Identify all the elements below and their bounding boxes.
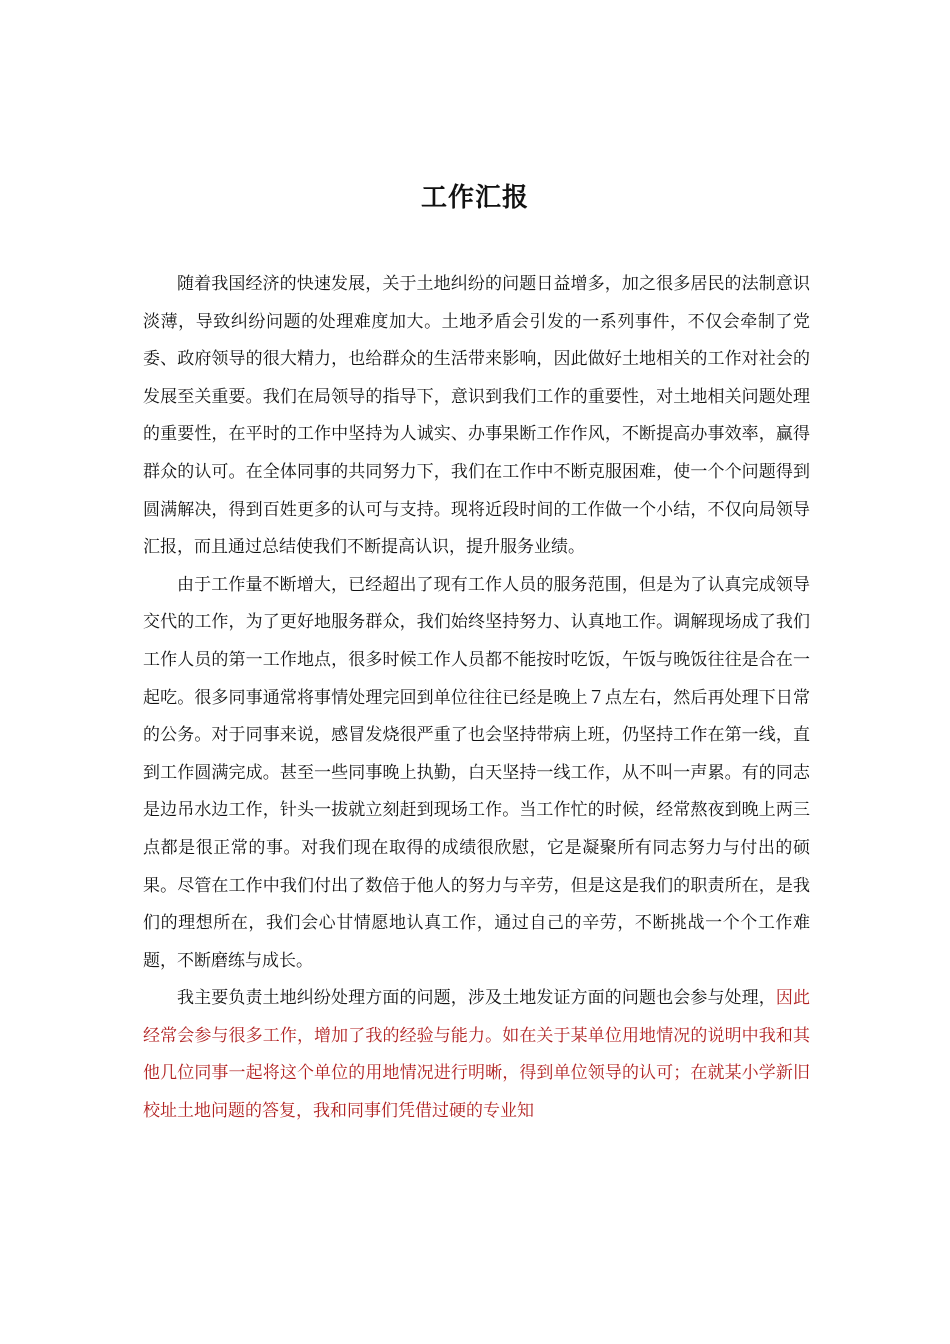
- paragraph-3-highlighted-text: 因此经常会参与很多工作，增加了我的经验与能力。如在关于某单位用地情况的说明中我和其他几位同事一起将这个单位的用地情况进行明晰，得到单位领导的认可；在就某小学新旧校址土地问题的答复，我和同事们凭借过硬的专业知: [143, 988, 811, 1122]
- paragraph-3-text: 我主要负责土地纠纷处理方面的问题，涉及土地发证方面的问题也会参与处理，: [177, 988, 776, 1009]
- document-body: [143, 266, 810, 1131]
- document-title: 工作汇报: [420, 183, 529, 213]
- paragraph-2: 由于工作量不断增大，已经超出了现有工作人员的服务范围，但是为了认真完成领导交代的工作，为了更好地服务群众，我们始终坚持努力、认真地工作。调解现场成了我们工作人员的第一工作地点，很多时候工作人员都不能按时吃饭，午饭与晚饭往往是合在一起吃。很多同事通常将事情处理完回到单位往往已经是晚上７点左右，然后再处理下日常的公务。对于同事来说，感冒发烧很严重了也会坚持带病上班，仍坚持工作在第一线，直到工作圆满完成。甚至一些同事晚上执勤，白天坚持一线工作，从不叫一声累。有的同志是边吊水边工作，针头一拔就立刻赶到现场工作。当工作忙的时候，经常熬夜到晚上两三点都是很正常的事。对我们现在取得的成绩很欣慰，它是凝聚所有同志努力与付出的硕果。尽管在工作中我们付出了数倍于他人的努力与辛劳，但是这是我们的职责所在，是我们的理想所在，我们会心甘情愿地认真工作，通过自己的辛劳，不断挑战一个个工作难题，不断磨练与成长。: [143, 574, 810, 971]
- paragraph-1: 随着我国经济的快速发展，关于土地纠纷的问题日益增多，加之很多居民的法制意识淡薄，导致纠纷问题的处理难度加大。土地矛盾会引发的一系列事件，不仅会牵制了党委、政府领导的很大精力，也给群众的生活带来影响，因此做好土地相关的工作对社会的发展至关重要。我们在局领导的指导下，意识到我们工作的重要性，对土地相关问题处理的重要性，在平时的工作中坚持为人诚实、办事果断工作作风，不断提高办事效率，赢得群众的认可。在全体同事的共同努力下，我们在工作中不断克服困难，使一个个问题得到圆满解决，得到百姓更多的认可与支持。现将近段时间的工作做一个小结，不仅向局领导汇报，而且通过总结使我们不断提高认识，提升服务业绩。: [143, 274, 810, 558]
- paragraph-3: [143, 980, 810, 1130]
